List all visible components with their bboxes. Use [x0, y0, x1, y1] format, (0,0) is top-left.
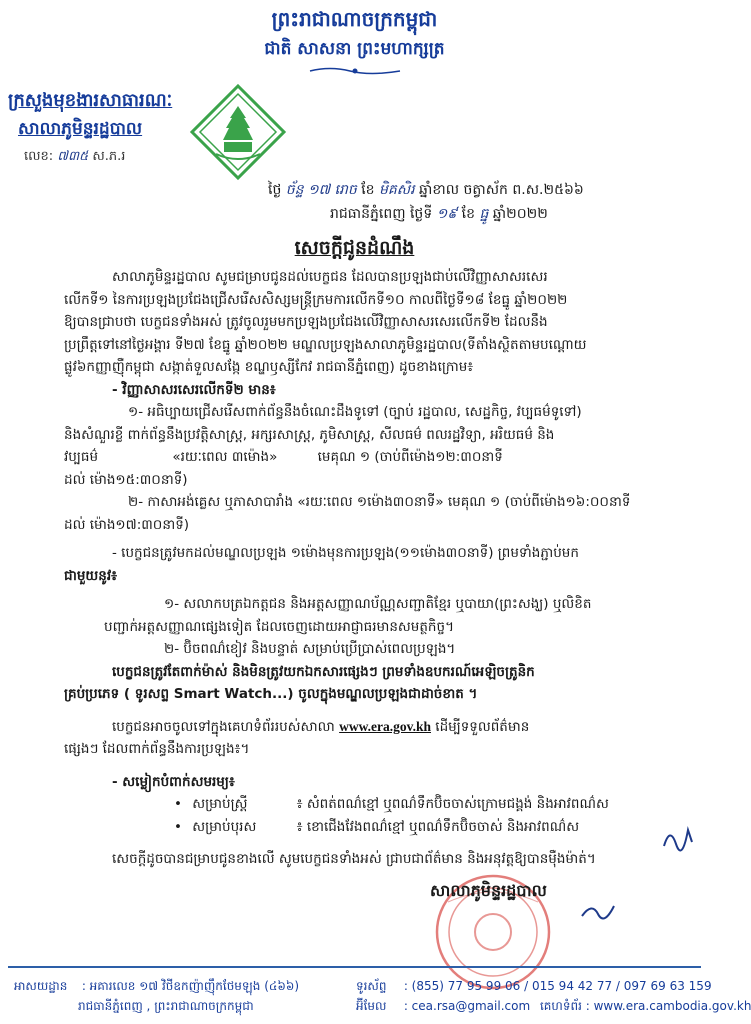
- note-line: គ្រប់ប្រភេទ ( ទូរសព្ទ Smart Watch...) ចូលក្នុងមណ្ឌលប្រឡងជាដាច់ខាត ។: [64, 686, 478, 702]
- department-name: សាលាភូមិន្ទរដ្ឋបាល: [18, 119, 143, 139]
- paragraph-line: ប្រព្រឹត្តទៅនៅថ្ងៃអង្គារ ទី២៧ ខែធ្នូ ឆ្នាំ២០២២ មណ្ឌលប្រឡងសាលាភូមិន្ទរដ្ឋបាល(ទីតាំងស្ថិតតាមបណ្តោយ: [64, 336, 587, 353]
- lunar-year-text: ឆ្នាំខាល ចត្វាស័ក ព.ស.២៥៦៦: [419, 182, 584, 198]
- lunar-date: [268, 180, 584, 201]
- national-motto: ជាតិ សាសនា ព្រះមហាក្សត្រ: [264, 39, 445, 59]
- website-link[interactable]: www.era.gov.kh: [339, 718, 431, 734]
- month-label: ខែ: [461, 206, 475, 222]
- section-heading-cont: ជាមួយនូវ៖: [64, 567, 118, 584]
- dress-label: សម្រាប់ស្ត្រី: [192, 796, 248, 812]
- dress-label: សម្រាប់បុរស: [192, 818, 257, 835]
- paragraph-line: ឱ្យបានជ្រាបថា បេក្ខជនទាំងអស់ ត្រូវចូលរួមមកប្រឡងប្រជែងលើវិញ្ញាសាសរសេរលើកទី២ ដែលនឹង: [64, 314, 548, 330]
- notice-body: [64, 266, 684, 871]
- initial-signature-icon: [660, 822, 696, 852]
- text-part: មេគុណ ១ (ចាប់ពីម៉ោង១២:៣០នាទី: [317, 449, 503, 465]
- date-month: ធ្នូ: [479, 206, 489, 222]
- email-label: អ៊ីមែល: [356, 999, 387, 1013]
- email-link[interactable]: : cea.rsa@gmail.com: [403, 999, 531, 1013]
- closing-line: សេចក្តីដូចបានជម្រាបជូនខាងលើ សូមបេក្ខជនទាំងអស់ ជ្រាបជាព័ត៌មាន និងអនុវត្តឱ្យបានម៉ឺងម៉ាត់។: [112, 851, 596, 867]
- doc-number-label: លេខ:: [24, 149, 54, 164]
- lunar-month: មិគសិរ: [379, 182, 415, 198]
- footer-website-link[interactable]: : www.era.cambodia.gov.kh: [585, 999, 751, 1013]
- text-part: វប្បធម៌: [64, 449, 99, 465]
- dress-text: ៖ ខោជើងវែងពណ៌ខ្មៅ ឬពណ៌ទឹកប៊ិចចាស់ និងអាវពណ៌ស: [296, 818, 580, 835]
- phone-label: ទូរស័ព្ទ: [356, 979, 387, 993]
- dress-text: ៖ សំពត់ពណ៌ខ្មៅ ឬពណ៌ទឹកប៊ិចចាស់ក្រោមជង្គង់ និងអាវពណ៌ស: [296, 796, 609, 812]
- bullet-icon: •: [174, 796, 182, 812]
- list-item: ២- ប៊ិចពណ៌ខៀវ និងបន្ទាត់ សម្រាប់ប្រើប្រាស់ពេលប្រឡង។: [164, 641, 456, 657]
- list-item: ១- អធិប្បាយជ្រើសរើសពាក់ព័ន្ធនឹងចំណេះដឹងទូទៅ (ច្បាប់ រដ្ឋបាល, សេដ្ឋកិច្ច, វប្បធម៌ទូទៅ): [128, 404, 582, 420]
- address-line: : អគារលេខ ១៧ វិថីឧកញ៉ាញ៉ឹកថែមឡុង (៤៦៦): [81, 979, 300, 993]
- dress-item-women: [64, 793, 684, 816]
- address-line: រាជធានីភ្នំពេញ , ព្រះរាជាណាចក្រកម្ពុជា: [78, 999, 254, 1013]
- text-part: «រយៈពេល ៣ម៉ោង»: [172, 449, 278, 465]
- signature-block: សាលាភូមិន្ទរដ្ឋបាល: [430, 881, 547, 900]
- paragraph-line: ផ្លូវ៦កញ្ញាញ៉ឺកម្ពុជា សង្កាត់ទួលសង្កែ ខណ្ឌឫស្សីកែវ រាជធានីភ្នំពេញ) ដូចខាងក្រោម៖: [64, 359, 474, 375]
- text-part: ដើម្បីទទួលព័ត៌មាន: [435, 718, 530, 735]
- note-line: បេក្ខជនត្រូវតែពាក់ម៉ាស់ និងមិនត្រូវយកឯកសារផ្សេងៗ ព្រមទាំងឧបករណ៍អេឡិចត្រូនិក: [112, 663, 535, 680]
- notice-title: សេចក្តីជូនដំណឹង: [294, 237, 415, 259]
- text-part: បេក្ខជនអាចចូលទៅក្នុងគេហទំព័ររបស់សាលា: [112, 718, 335, 735]
- footer-divider: [8, 966, 701, 968]
- phone-numbers: : (855) 77 95 99 06 / 015 94 42 77 / 097 69 63 159: [403, 979, 712, 993]
- footer-contact: [356, 976, 751, 1016]
- list-item-cont: ដល់ ម៉ោង១៧:៣០នាទី): [64, 516, 190, 533]
- section-heading: - សម្លៀកបំពាក់សមរម្យ៖: [112, 773, 235, 790]
- list-item-cont: [64, 446, 684, 469]
- gregorian-date: [330, 204, 548, 225]
- ministry-name: ក្រសួងមុខងារសាធារណៈ: [8, 90, 173, 111]
- document-number: [24, 148, 125, 167]
- address-label: អាសយដ្ឋាន: [14, 979, 68, 993]
- section-heading: - បេក្ខជនត្រូវមកដល់មណ្ឌលប្រឡង ១ម៉ោងមុនការប្រឡង(១១ម៉ោង៣០នាទី) ព្រមទាំងភ្ជាប់មក: [112, 545, 579, 561]
- ornament-divider: [305, 66, 405, 76]
- doc-number-value: ៧៣៥: [57, 149, 89, 164]
- website-line: [64, 716, 684, 739]
- lunar-month-label: ខែ: [361, 182, 375, 198]
- dress-item-men: [64, 816, 684, 839]
- bullet-icon: •: [174, 818, 182, 835]
- paragraph-line: សាលាភូមិន្ទរដ្ឋបាល សូមជម្រាបជូនដល់បេក្ខជន ដែលបានប្រឡងជាប់លើវិញ្ញាសាសរសេរ: [112, 269, 548, 285]
- lunar-weekday: ច័ន្ទ ១៧ រោច: [285, 182, 357, 198]
- footer-address: [14, 976, 299, 1016]
- list-item-cont: ដល់ ម៉ោង១៥:៣០នាទី): [64, 471, 188, 488]
- list-item-cont: បញ្ជាក់អត្តសញ្ញាណផ្សេងទៀត ដែលចេញដោយអាជ្ញាធរមានសមត្ថកិច្ច។: [104, 618, 454, 635]
- school-logo-icon: [190, 84, 286, 180]
- section-heading: - វិញ្ញាសាសរសេរលើកទី២ មាន៖: [112, 381, 276, 398]
- city-prefix: រាជធានីភ្នំពេញ ថ្ងៃទី: [330, 206, 433, 222]
- list-item: ១- សលាកបត្រឯកត្តជន និងអត្តសញ្ញាណប័ណ្ណសញ្ជាតិខ្មែរ ឬបាយា(ព្រះសង្ឃ) ឬលិខិត: [164, 596, 592, 612]
- doc-number-suffix: ស.ភ.រ: [92, 149, 126, 164]
- list-item: ២- កាសាអង់គ្លេស ឬភាសាបារាំង «រយៈពេល ១ម៉ោង៣០នាទី» មេគុណ ១ (ចាប់ពីម៉ោង១៦:០០នាទី: [128, 494, 631, 510]
- website-label: គេហទំព័រ: [539, 999, 582, 1013]
- list-item-cont: និងសំណួរខ្លី ពាក់ព័ន្ធនឹងប្រវត្តិសាស្ត្រ, អក្សរសាស្ត្រ, ភូមិសាស្ត្រ, សីលធម៌ ពលរដ្ឋវិទ្យា, អរិយធម៌ និង: [64, 426, 555, 443]
- signature-icon: [580, 900, 616, 922]
- paragraph-line: លើកទី១ នៃការប្រឡងប្រជែងជ្រើសរើសសិស្សមន្ត្រីក្រមការលើកទី១០ កាលពីថ្ងៃទី១៨ ខែធ្នូ ឆ្នាំ២០២២: [64, 291, 568, 308]
- website-line-cont: ផ្សេងៗ ដែលពាក់ព័ន្ធនឹងការប្រឡង៖។: [64, 741, 250, 757]
- date-day: ១៩: [436, 206, 458, 222]
- lunar-prefix: ថ្ងៃ: [268, 182, 282, 198]
- kingdom-heading: ព្រះរាជាណាចក្រកម្ពុជា: [271, 7, 438, 31]
- date-year: ឆ្នាំ២០២២: [492, 206, 548, 222]
